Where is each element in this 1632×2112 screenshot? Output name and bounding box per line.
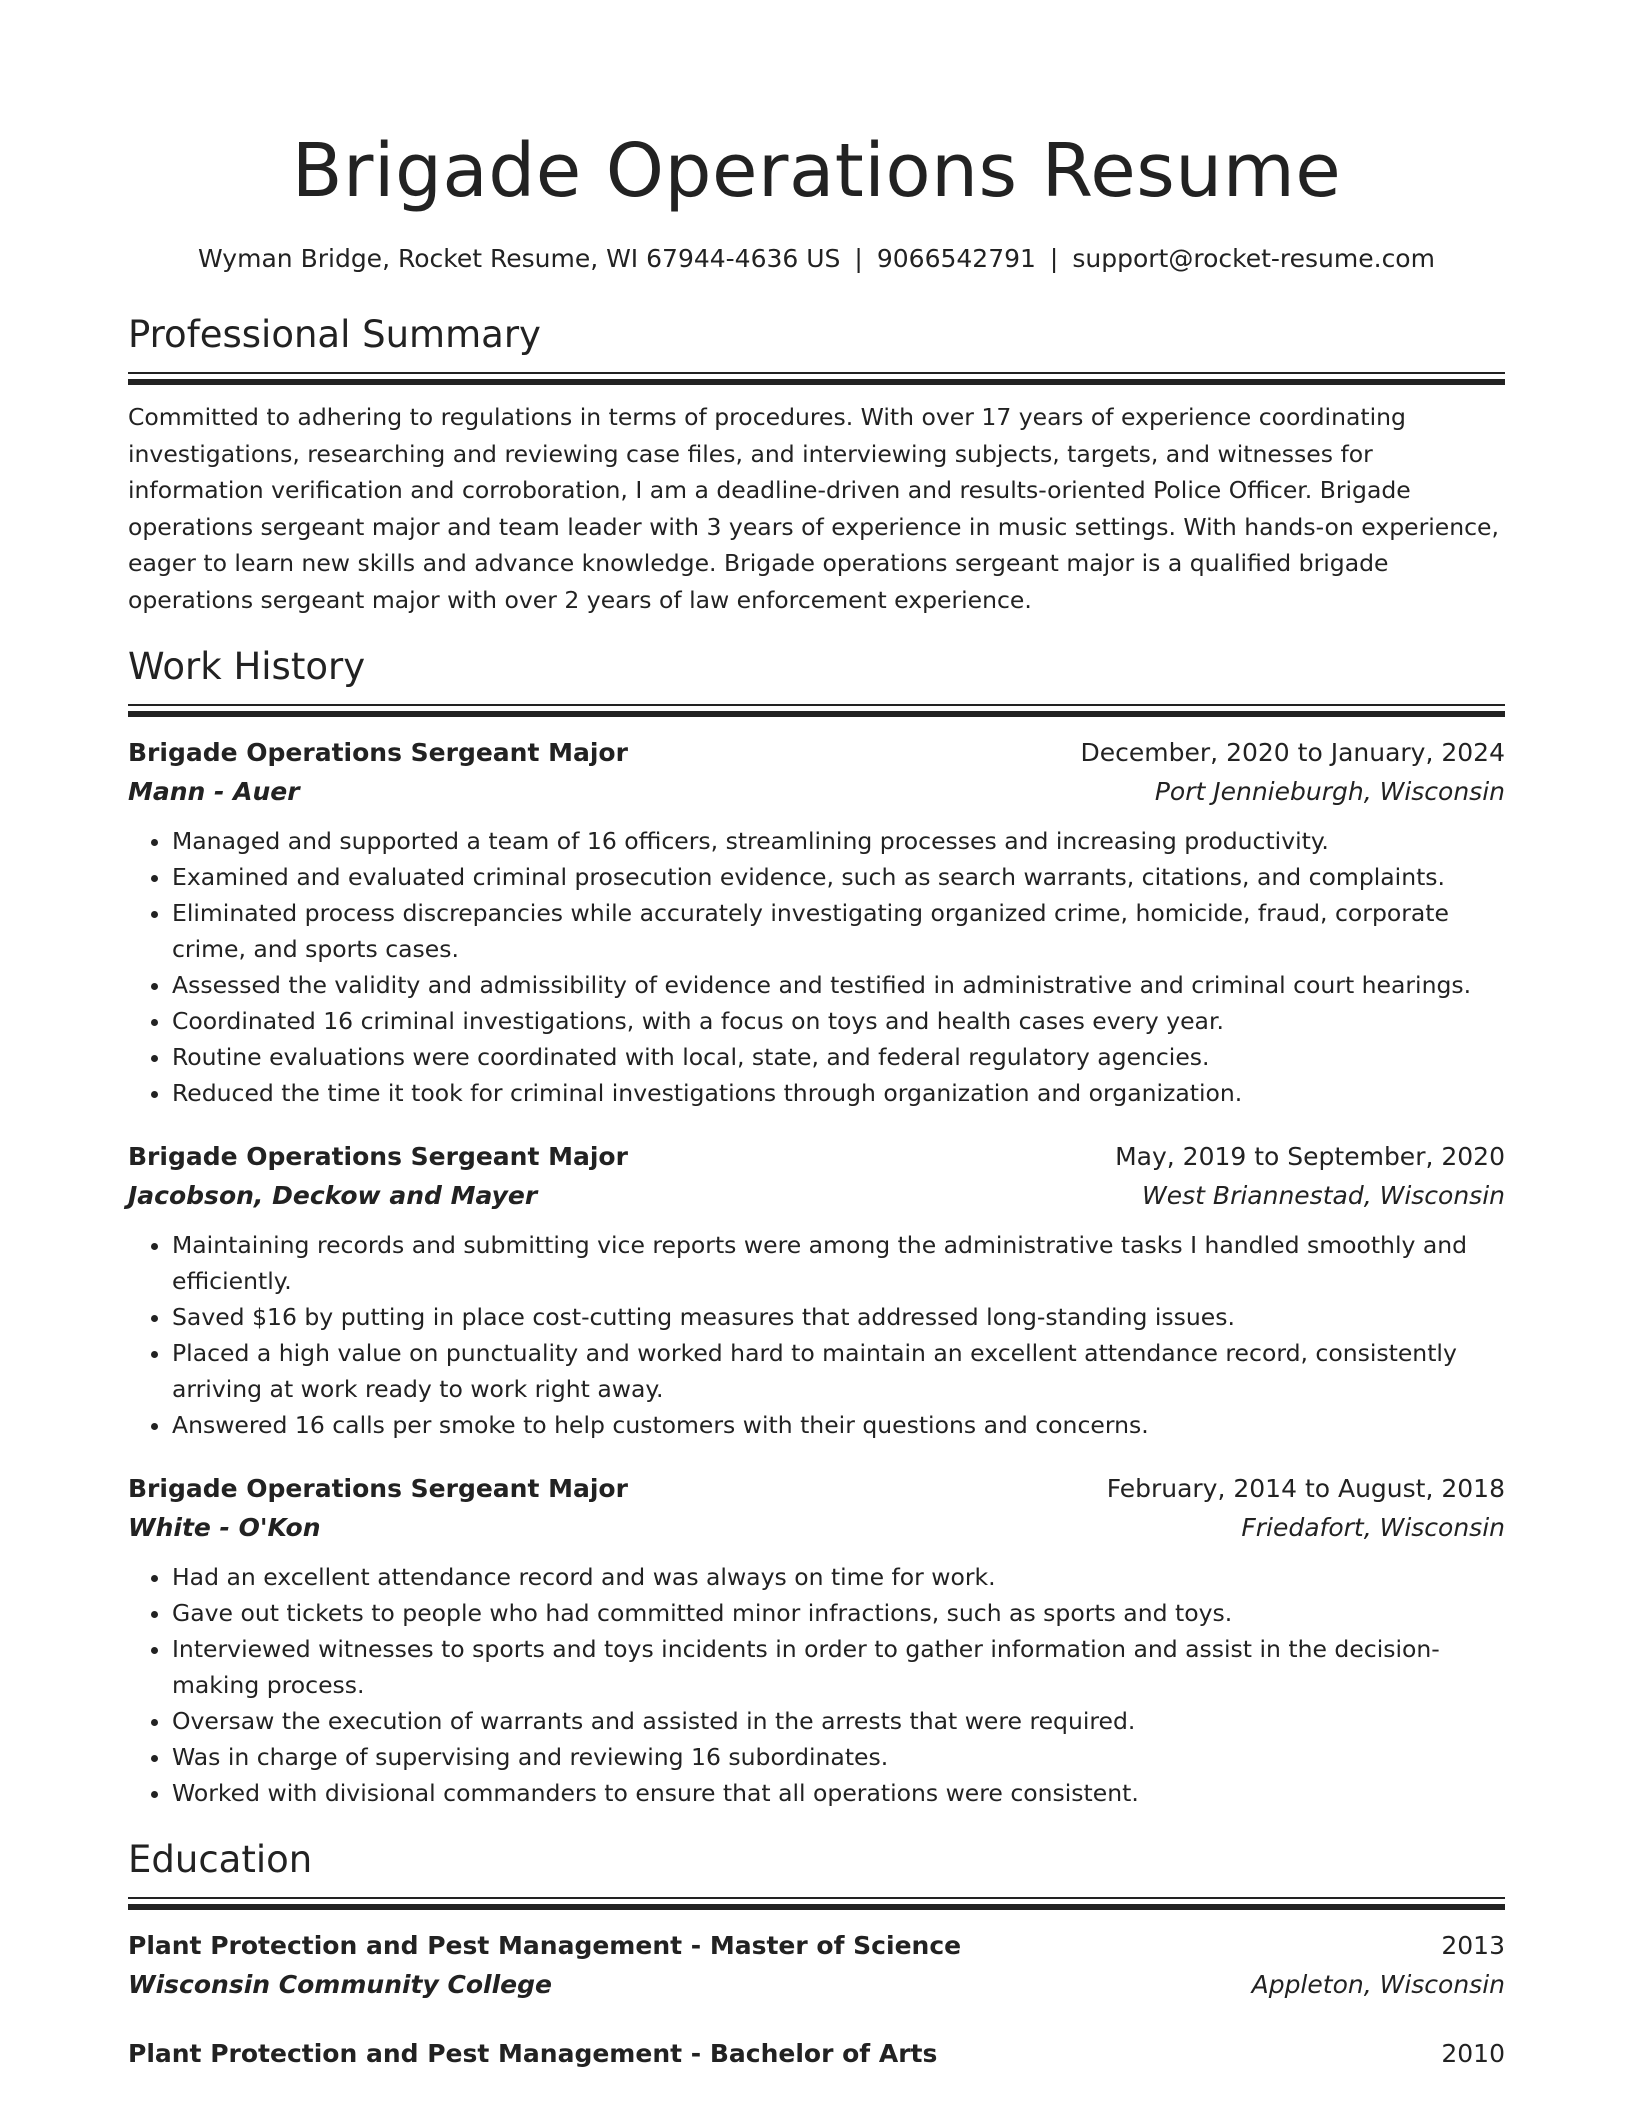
section-title-education: Education [128,1838,313,1881]
list-item: • Gave out tickets to people who had committed minor infractions, such as sports and toys. [172,1595,1505,1631]
contact-line [128,242,1505,276]
job-location: Port Jennieburgh, Wisconsin [1154,777,1505,806]
job-title: Brigade Operations Sergeant Major [128,1474,628,1503]
job-employer: White - O'Kon [128,1513,321,1542]
job-entry [128,1469,1505,1811]
education-school: Wisconsin Community College [128,1970,552,1999]
job-title: Brigade Operations Sergeant Major [128,1142,628,1171]
job-dates: February, 2014 to August, 2018 [1106,1474,1505,1503]
job-bullets [128,1559,1505,1811]
education-entry [128,1926,1505,2004]
list-item: • Placed a high value on punctuality and worked hard to maintain an excellent attendance record, consistently arriving at work ready to work right away. [172,1335,1505,1407]
contact-separator: | [1049,244,1059,273]
resume-title: Brigade Operations Resume [291,128,1342,214]
job-dates: December, 2020 to January, 2024 [1080,738,1505,767]
list-item: • Examined and evaluated criminal prosecution evidence, such as search warrants, citations, and complaints. [172,859,1505,895]
list-item: • Managed and supported a team of 16 officers, streamlining processes and increasing productivity. [172,823,1505,859]
job-entry [128,1137,1505,1443]
list-item: • Worked with divisional commanders to ensure that all operations were consistent. [172,1775,1505,1811]
contact-phone: 9066542791 [876,244,1036,273]
job-location: Friedafort, Wisconsin [1241,1513,1505,1542]
job-location: West Briannestad, Wisconsin [1142,1181,1505,1210]
list-item: • Routine evaluations were coordinated with local, state, and federal regulatory agencies. [172,1039,1505,1075]
list-item: • Answered 16 calls per smoke to help customers with their questions and concerns. [172,1407,1505,1443]
education-year: 2010 [1441,2039,1505,2068]
list-item: • Was in charge of supervising and reviewing 16 subordinates. [172,1739,1505,1775]
education-degree: Plant Protection and Pest Management - Master of Science [128,1931,962,1960]
job-bullets [128,1227,1505,1443]
section-rule [128,704,1505,706]
section-title-summary: Professional Summary [128,313,541,356]
education-year: 2013 [1441,1931,1505,1960]
summary-section [128,310,1505,618]
work-history-section [128,642,1505,1811]
list-item: • Eliminated process discrepancies while accurately investigating organized crime, homicide, fraud, corporate crime, and sports cases. [172,895,1505,967]
list-item: • Oversaw the execution of warrants and assisted in the arrests that were required. [172,1703,1505,1739]
job-dates: May, 2019 to September, 2020 [1115,1142,1505,1171]
section-rule [128,1904,1505,1910]
education-section [128,1835,1505,2074]
section-rule [128,379,1505,385]
list-item: • Saved $16 by putting in place cost-cutting measures that addressed long-standing issues. [172,1299,1505,1335]
section-rule [128,372,1505,374]
job-employer: Jacobson, Deckow and Mayer [128,1181,538,1210]
contact-separator: | [854,244,863,273]
list-item: • Assessed the validity and admissibility of evidence and testified in administrative and criminal court hearings. [172,967,1505,1003]
list-item: • Had an excellent attendance record and was always on time for work. [172,1559,1505,1595]
job-title: Brigade Operations Sergeant Major [128,738,628,767]
job-entry [128,733,1505,1111]
list-item: • Maintaining records and submitting vice reports were among the administrative tasks I handled smoothly and efficiently. [172,1227,1505,1299]
education-entry [128,2034,1505,2074]
list-item: • Interviewed witnesses to sports and toys incidents in order to gather information and assist in the decision-making process. [172,1631,1505,1703]
education-location: Appleton, Wisconsin [1251,1970,1505,1999]
contact-email: support@rocket-resume.com [1072,244,1435,273]
job-bullets [128,823,1505,1111]
education-degree: Plant Protection and Pest Management - Bachelor of Arts [128,2039,938,2068]
list-item: • Reduced the time it took for criminal investigations through organization and organization. [172,1075,1505,1111]
summary-text: Committed to adhering to regulations in terms of procedures. With over 17 years of experience coordinating investigations, researching and reviewing case files, and interviewing subjects, targets, and witnesses for information verification and corroboration, I am a deadline-driven and results-oriented Police Officer. Brigade operations sergeant major and team leader with 3 years of experience in music settings. With hands-on experience, eager to learn new skills and advance knowledge. Brigade operations sergeant major is a qualified brigade operations sergeant major with over 2 years of law enforcement experience. [128,403,1499,614]
section-rule [128,1897,1505,1899]
section-title-work-history: Work History [128,645,366,688]
contact-address: Wyman Bridge, Rocket Resume, WI 67944-4636 US [198,244,841,273]
job-employer: Mann - Auer [128,777,300,806]
list-item: • Coordinated 16 criminal investigations, with a focus on toys and health cases every year. [172,1003,1505,1039]
section-rule [128,711,1505,717]
